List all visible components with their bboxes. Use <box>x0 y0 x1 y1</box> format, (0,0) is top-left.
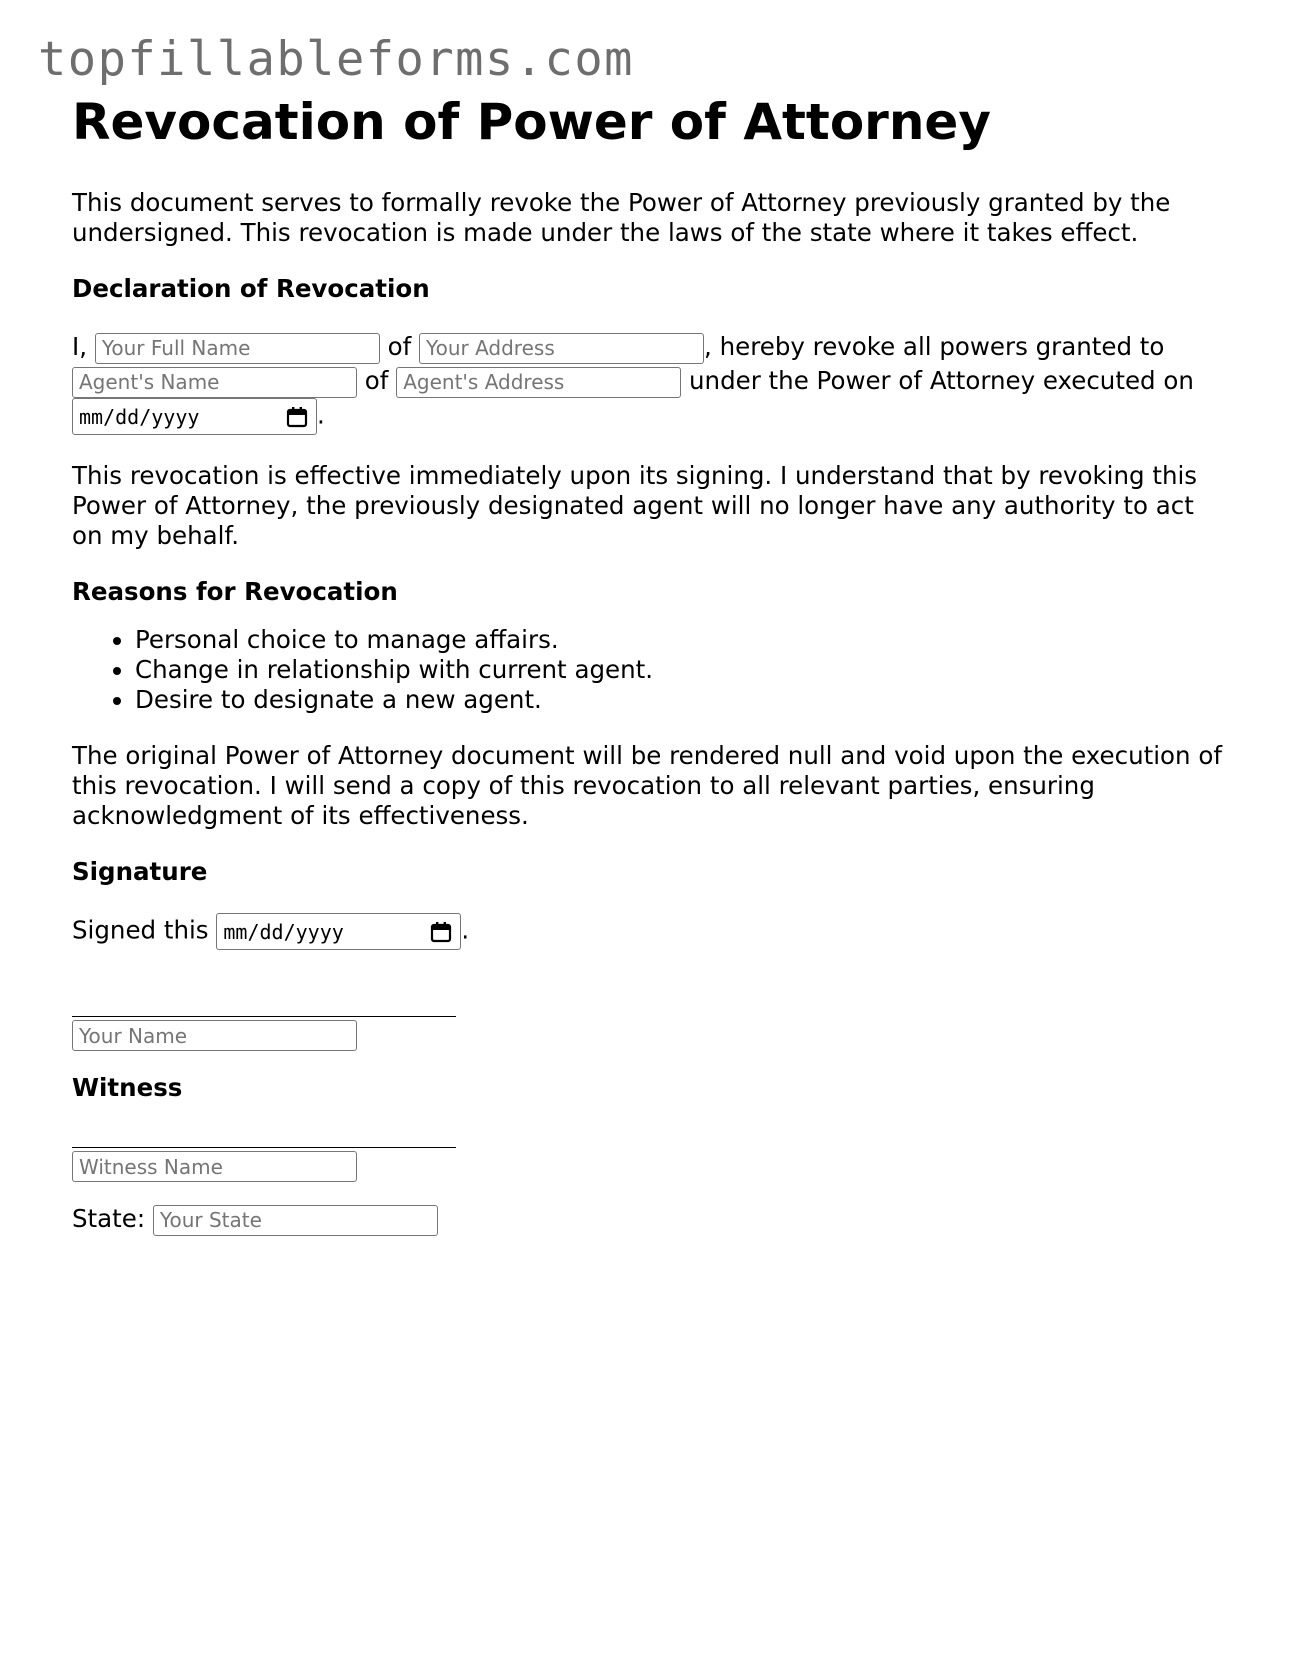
executed-date-placeholder: mm/dd/yyyy <box>79 405 200 429</box>
declaration-text-of: of <box>387 332 412 361</box>
witness-block <box>72 1121 1232 1182</box>
declaration-heading: Declaration of Revocation <box>72 274 430 303</box>
watermark: topfillableforms.com <box>38 32 634 87</box>
state-label: State: <box>72 1204 146 1233</box>
signed-date-field[interactable] <box>216 913 461 950</box>
reasons-list <box>72 625 1232 715</box>
full-name-field[interactable] <box>95 333 380 364</box>
signature-heading: Signature <box>72 857 208 886</box>
declaration-text-executed: under the Power of Attorney executed on <box>689 366 1194 395</box>
address-field[interactable] <box>419 333 704 364</box>
state-field[interactable] <box>153 1205 438 1236</box>
signed-text-period: . <box>461 915 470 945</box>
reasons-heading: Reasons for Revocation <box>72 577 398 606</box>
your-name-field[interactable] <box>72 1020 357 1051</box>
declaration-text-of-agent: of <box>364 366 389 395</box>
agent-name-field[interactable] <box>72 367 357 398</box>
void-paragraph: The original Power of Attorney document will be rendered null and void upon the execution of this revocation. I will send a copy of this revocation to all relevant parties, ensuring acknowledgment of its effectiveness. <box>72 741 1222 830</box>
declaration-text-period: . <box>317 400 325 430</box>
signature-block <box>72 990 1232 1051</box>
signature-line <box>72 990 456 1017</box>
calendar-icon[interactable] <box>430 921 452 943</box>
calendar-icon[interactable] <box>286 406 308 428</box>
executed-date-field[interactable] <box>72 398 317 435</box>
signed-this-label: Signed this <box>72 915 209 945</box>
reason-item: • Personal choice to manage affairs. <box>135 625 1232 655</box>
witness-heading: Witness <box>72 1073 183 1102</box>
signed-line <box>72 913 1232 950</box>
declaration-text-revoke: , hereby revoke all powers granted to <box>704 332 1165 361</box>
reason-item: • Change in relationship with current agent. <box>135 655 1232 685</box>
witness-signature-line <box>72 1121 456 1148</box>
reason-item: • Desire to designate a new agent. <box>135 685 1232 715</box>
state-line <box>72 1204 1232 1236</box>
intro-paragraph: This document serves to formally revoke the Power of Attorney previously granted by the undersigned. This revocation is made under the laws of the state where it takes effect. <box>72 188 1171 247</box>
witness-name-field[interactable] <box>72 1151 357 1182</box>
agent-address-field[interactable] <box>396 367 681 398</box>
form-document <box>72 90 1232 1236</box>
page-title: Revocation of Power of Attorney <box>72 93 991 151</box>
declaration-paragraph <box>72 330 1232 435</box>
signed-date-placeholder: mm/dd/yyyy <box>223 920 344 944</box>
effect-paragraph: This revocation is effective immediately upon its signing. I understand that by revoking this Power of Attorney, the previously designated agent will no longer have any authority to act on my behalf. <box>72 461 1198 550</box>
declaration-text-i: I, <box>72 332 88 361</box>
